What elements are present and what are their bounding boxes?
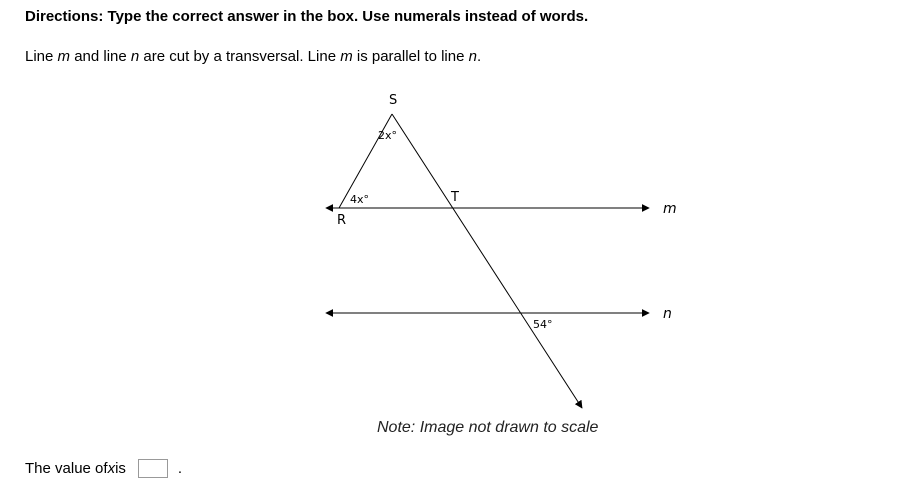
statement-text-4: is parallel to line — [352, 48, 469, 65]
scale-note: Note: Image not drawn to scale — [377, 419, 599, 436]
line-m-label-2: m — [340, 48, 353, 65]
vertex-s-label: S — [389, 93, 398, 108]
answer-row — [25, 459, 182, 478]
answer-prefix: The value of — [25, 460, 108, 477]
directions-text: Directions: Type the correct answer in the box. Use numerals instead of words. — [25, 8, 589, 25]
answer-input[interactable] — [138, 459, 168, 478]
line-n-label-2: n — [468, 48, 477, 65]
line-n-figure-label: n — [663, 306, 672, 322]
transversal — [392, 114, 582, 408]
angle-54-label: 54° — [533, 318, 553, 331]
answer-suffix: is — [115, 460, 126, 477]
angle-s-label: 2x° — [378, 129, 398, 142]
line-m-label: m — [57, 48, 71, 65]
answer-variable: x — [107, 460, 116, 477]
line-n-label: n — [130, 48, 140, 65]
vertex-r-label: R — [337, 213, 347, 228]
statement-text-5: . — [476, 48, 482, 65]
statement-text-1: Line — [25, 48, 58, 65]
statement-text-2: and line — [70, 48, 131, 65]
angle-r-label: 4x° — [350, 193, 370, 206]
vertex-t-label: T — [451, 190, 459, 205]
statement-text-3: are cut by a transversal. Line — [139, 48, 341, 65]
line-m-figure-label: m — [663, 201, 677, 217]
answer-period: . — [177, 460, 183, 477]
